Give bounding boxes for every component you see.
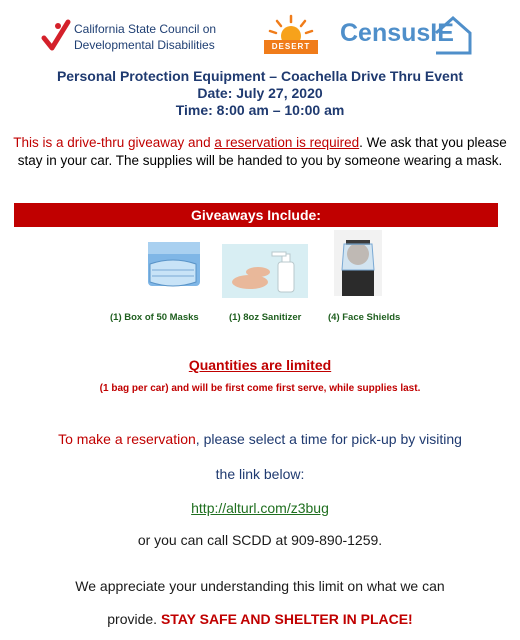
heart-check-icon (38, 16, 72, 56)
closing-line1: We appreciate your understanding this limit on what we can (75, 578, 445, 594)
scdd-logo (38, 10, 258, 62)
intro-paragraph (12, 134, 508, 170)
census-ie-logo (338, 15, 478, 55)
reservation-required-text: a reservation is required (214, 135, 360, 150)
event-time: Time: 8:00 am – 10:00 am (175, 102, 345, 118)
giveaway-caption: (1) 8oz Sanitizer (229, 312, 302, 323)
reservation-line1 (0, 431, 520, 447)
bag-per-car-text: 1 bag per car (103, 383, 166, 394)
reservation-line2: the link below: (215, 466, 305, 482)
quantities-note (0, 383, 520, 394)
mask-box-icon (140, 234, 206, 298)
event-date: Date: July 27, 2020 (197, 85, 323, 101)
census-wordmark: CensusIE (340, 19, 454, 47)
house-outline-icon (432, 15, 474, 55)
sanitizer-icon (222, 244, 308, 298)
giveaway-caption: (4) Face Shields (328, 312, 401, 323)
scdd-name-line1: California State Council on (74, 22, 217, 36)
reservation-instructions: , please select a time for pick-up by visiting (195, 431, 462, 447)
giveaways-banner: Giveaways Include: (14, 203, 498, 227)
intro-rest: . We ask that you please stay in your car. The supplies will be handed to you by someone wearing a mask. (17, 135, 507, 168)
desert-wordmark: DESERT (264, 40, 318, 54)
desert-logo (258, 14, 326, 62)
giveaway-caption: (1) Box of 50 Masks (110, 312, 199, 323)
reservation-lead: To make a reservation (58, 431, 196, 447)
event-title: Personal Protection Equipment – Coachella Drive Thru Event (56, 68, 464, 84)
sun-icon (264, 14, 318, 42)
quantities-heading: Quantities are limited (188, 357, 332, 373)
reservation-link[interactable]: http://alturl.com/z3bug (191, 500, 329, 516)
reservation-link-line (0, 500, 520, 516)
quantities-note-rest: ) and will be first come first serve, while supplies last. (165, 383, 421, 394)
closing-line2 (0, 611, 520, 627)
scdd-name-line2: Developmental Disabilities (74, 38, 215, 52)
face-shield-icon (334, 230, 382, 296)
closing-lead: provide. (107, 611, 161, 627)
quantities-note-open: ( (99, 383, 103, 394)
intro-lead: This is a drive-thru giveaway and (13, 135, 215, 150)
reservation-phone-line: or you can call SCDD at 909-890-1259. (137, 532, 383, 548)
stay-safe-text: STAY SAFE AND SHELTER IN PLACE! (160, 611, 413, 627)
